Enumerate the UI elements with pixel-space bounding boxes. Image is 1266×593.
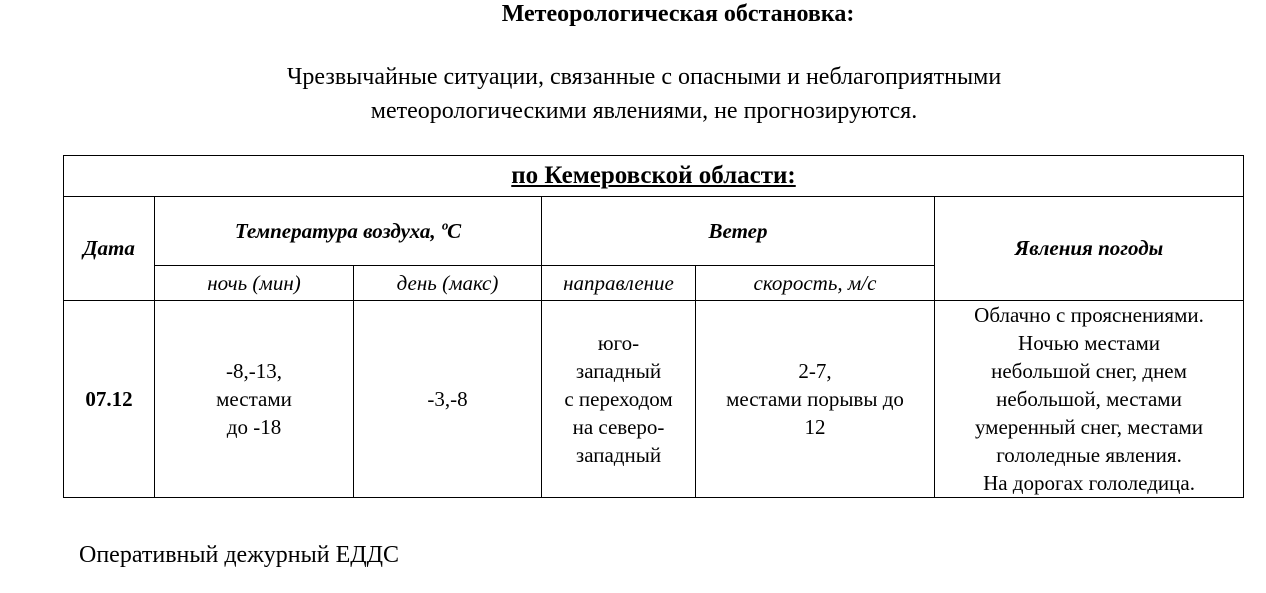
phenomena-cell <box>935 301 1244 498</box>
footer-signature: Оперативный дежурный ЕДДС <box>79 542 400 568</box>
direction-header: направление <box>542 266 696 301</box>
date-header: Дата <box>64 197 155 301</box>
table-row <box>64 301 1244 498</box>
day-header: день (макс) <box>354 266 542 301</box>
night-temp-line: местами <box>216 387 292 411</box>
date-cell: 07.12 <box>64 301 155 498</box>
region-title: по Кемеровской области: <box>64 156 1244 197</box>
night-temp-line: до -18 <box>226 415 282 439</box>
phenomena-line: Ночью местами <box>1018 331 1160 355</box>
wind-header: Ветер <box>542 197 935 266</box>
night-temp-line: -8,-13, <box>226 359 282 383</box>
night-header: ночь (мин) <box>155 266 354 301</box>
region-row <box>64 156 1244 197</box>
temperature-header: Температура воздуха, ºС <box>155 197 542 266</box>
wind-speed-line: местами порывы до <box>726 387 904 411</box>
phenomena-line: На дорогах гололедица. <box>983 471 1195 495</box>
wind-speed-line: 12 <box>804 415 826 439</box>
wind-direction-line: западный <box>575 359 662 383</box>
phenomena-line: Облачно с прояснениями. <box>974 303 1204 327</box>
wind-direction-line: юго- <box>597 331 640 355</box>
phenomena-line: гололедные явления. <box>996 443 1182 467</box>
day-temp-cell: -3,-8 <box>354 301 542 498</box>
intro-line-2: метеорологическими явлениями, не прогнозируются. <box>370 98 918 124</box>
wind-direction-line: с переходом <box>564 387 673 411</box>
intro-line-1: Чрезвычайные ситуации, связанные с опасными и неблагоприятными <box>286 64 1002 90</box>
phenomena-header: Явления погоды <box>935 197 1244 301</box>
night-temp-cell <box>155 301 354 498</box>
wind-direction-line: на северо- <box>572 415 665 439</box>
phenomena-line: небольшой, местами <box>996 387 1182 411</box>
header-group-row <box>64 197 1244 266</box>
wind-direction-line: западный <box>575 443 662 467</box>
wind-speed-line: 2-7, <box>798 359 832 383</box>
phenomena-line: умеренный снег, местами <box>974 415 1204 439</box>
page-heading: Метеорологическая обстановка: <box>501 1 855 27</box>
wind-direction-cell <box>542 301 696 498</box>
phenomena-line: небольшой снег, днем <box>991 359 1187 383</box>
speed-header: скорость, м/с <box>696 266 935 301</box>
weather-table <box>63 155 1244 498</box>
wind-speed-cell <box>696 301 935 498</box>
intro-paragraph <box>0 60 1266 128</box>
